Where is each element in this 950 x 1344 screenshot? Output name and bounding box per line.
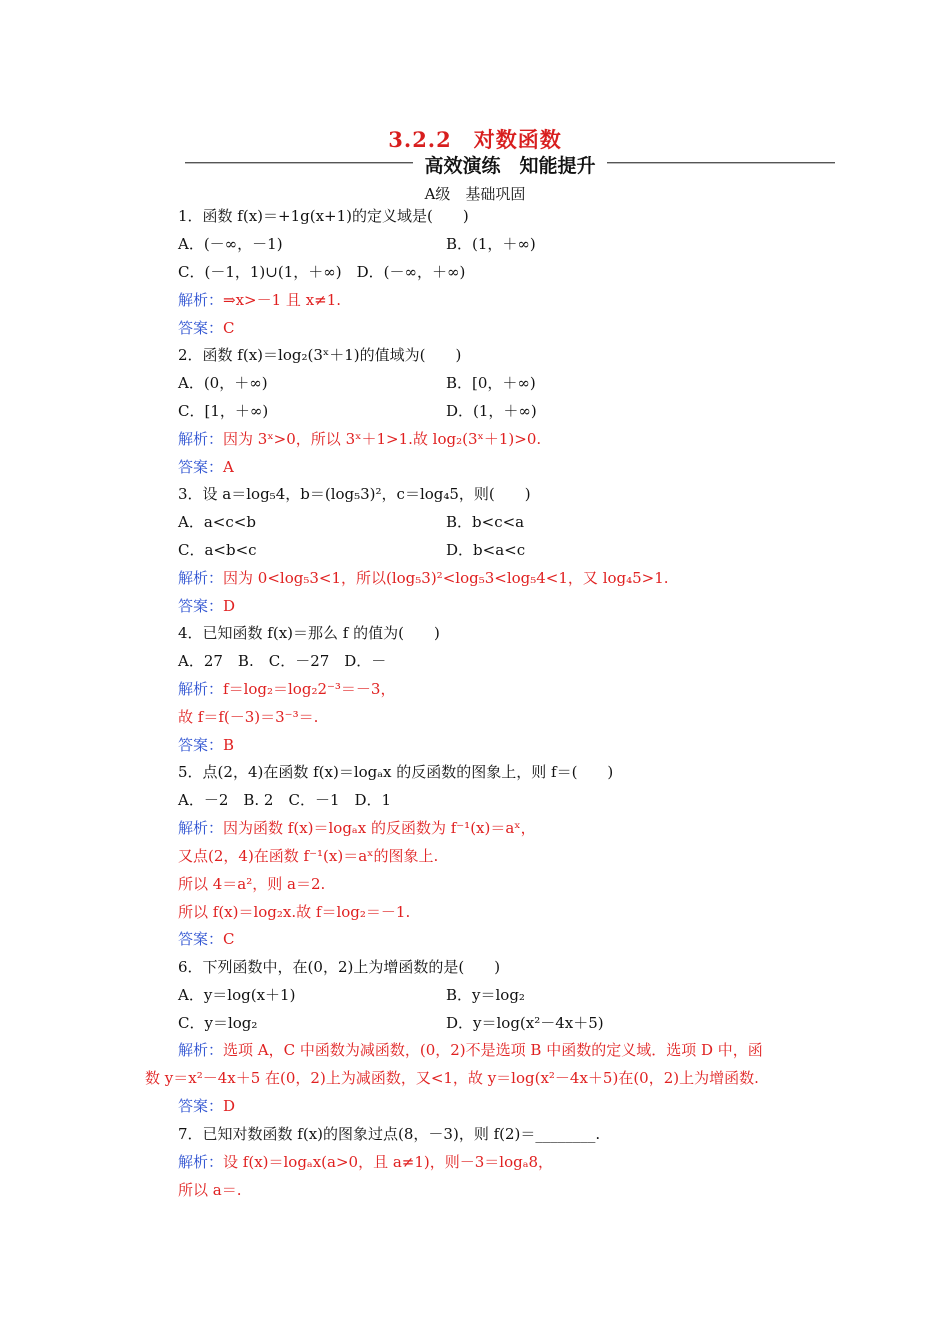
q2-option-a: A．(0，＋∞) (178, 374, 268, 392)
q2-stem: 2．函数 f(x)＝log₂(3ˣ＋1)的值域为( ) (178, 346, 462, 364)
q3-answer: 答案：D (178, 597, 236, 615)
q4-options: A．27 B. C．－27 D．－ (178, 652, 387, 670)
q6-analysis-2: 数 y＝x²－4x＋5 在(0，2)上为减函数，又<1，故 y＝log(x²－4x＋5)在(0，2)上为增函数. (145, 1069, 759, 1087)
section-level: A级 基础巩固 (424, 185, 526, 203)
q3-option-a: A．a<c<b (178, 513, 256, 531)
q3-option-c: C．a<b<c (178, 541, 257, 559)
q4-analysis-2: 故 f＝f(－3)＝3⁻³＝. (178, 708, 319, 726)
q2-option-d: D．(1，＋∞) (446, 402, 537, 420)
q1-stem: 1．函数 f(x)＝+1g(x+1)的定义域是( ) (178, 207, 469, 225)
q4-answer: 答案：B (178, 736, 235, 754)
q5-analysis-3: 所以 4＝a²，则 a＝2. (178, 875, 326, 893)
q2-answer: 答案：A (178, 458, 234, 476)
q4-analysis-1: 解析：f＝log₂＝log₂2⁻³＝－3， (178, 680, 396, 698)
q5-analysis-4: 所以 f(x)＝log₂x.故 f＝log₂＝－1. (178, 903, 411, 921)
q3-option-d: D．b<a<c (446, 541, 526, 559)
subtitle-banner (185, 151, 835, 175)
q5-stem: 5．点(2，4)在函数 f(x)＝logₐx 的反函数的图象上，则 f＝( ) (178, 763, 614, 781)
q6-option-c: C．y＝log₂ (178, 1014, 258, 1032)
q5-analysis-2: 又点(2，4)在函数 f⁻¹(x)＝aˣ的图象上. (178, 847, 439, 865)
q7-analysis-1: 解析：设 f(x)＝logₐx(a>0，且 a≠1)，则－3＝logₐ8， (178, 1153, 554, 1171)
page-subtitle: 高效演练 知能提升 (424, 155, 596, 177)
q4-stem: 4．已知函数 f(x)＝那么 f 的值为( ) (178, 624, 440, 642)
q1-analysis: 解析：⇒x>－1 且 x≠1. (178, 291, 342, 309)
q3-stem: 3．设 a＝log₅4，b＝(log₅3)²，c＝log₄5，则( ) (178, 485, 531, 503)
q3-option-b: B．b<c<a (446, 513, 525, 531)
q5-analysis-1: 解析：因为函数 f(x)＝logₐx 的反函数为 f⁻¹(x)＝aˣ， (178, 819, 536, 837)
q3-analysis: 解析：因为 0<log₅3<1，所以(log₅3)²<log₅3<log₅4<1，又 log₄5>1. (178, 569, 669, 587)
q7-stem: 7．已知对数函数 f(x)的图象过点(8，－3)，则 f(2)＝________. (178, 1125, 601, 1143)
q2-analysis: 解析：因为 3ˣ>0，所以 3ˣ＋1>1.故 log₂(3ˣ＋1)>0. (178, 430, 542, 448)
q1-options-cd: C．(－1，1)∪(1，＋∞) D．(－∞，＋∞) (178, 263, 466, 281)
q6-stem: 6．下列函数中，在(0，2)上为增函数的是( ) (178, 958, 501, 976)
q1-option-b: B．(1，＋∞) (446, 235, 536, 253)
q5-options: A．－2 B. 2 C．－1 D．1 (178, 791, 392, 809)
q6-answer: 答案：D (178, 1097, 236, 1115)
q5-answer: 答案：C (178, 930, 235, 948)
divider-right (607, 162, 835, 164)
q6-option-a: A．y＝log(x＋1) (178, 986, 296, 1004)
q7-analysis-2: 所以 a＝. (178, 1181, 242, 1199)
q2-option-c: C．[1，＋∞) (178, 402, 269, 420)
q6-analysis-1: 解析：选项 A，C 中函数为减函数，(0，2)不是选项 B 中函数的定义域．选项 D 中，函 (178, 1041, 763, 1059)
q2-option-b: B．[0，＋∞) (446, 374, 536, 392)
q6-option-b: B．y＝log₂ (446, 986, 525, 1004)
q1-answer: 答案：C (178, 319, 235, 337)
page-title: 3.2.2 对数函数 (388, 127, 562, 152)
q1-option-a: A．(－∞，－1) (178, 235, 283, 253)
q6-option-d: D．y＝log(x²－4x＋5) (446, 1014, 604, 1032)
